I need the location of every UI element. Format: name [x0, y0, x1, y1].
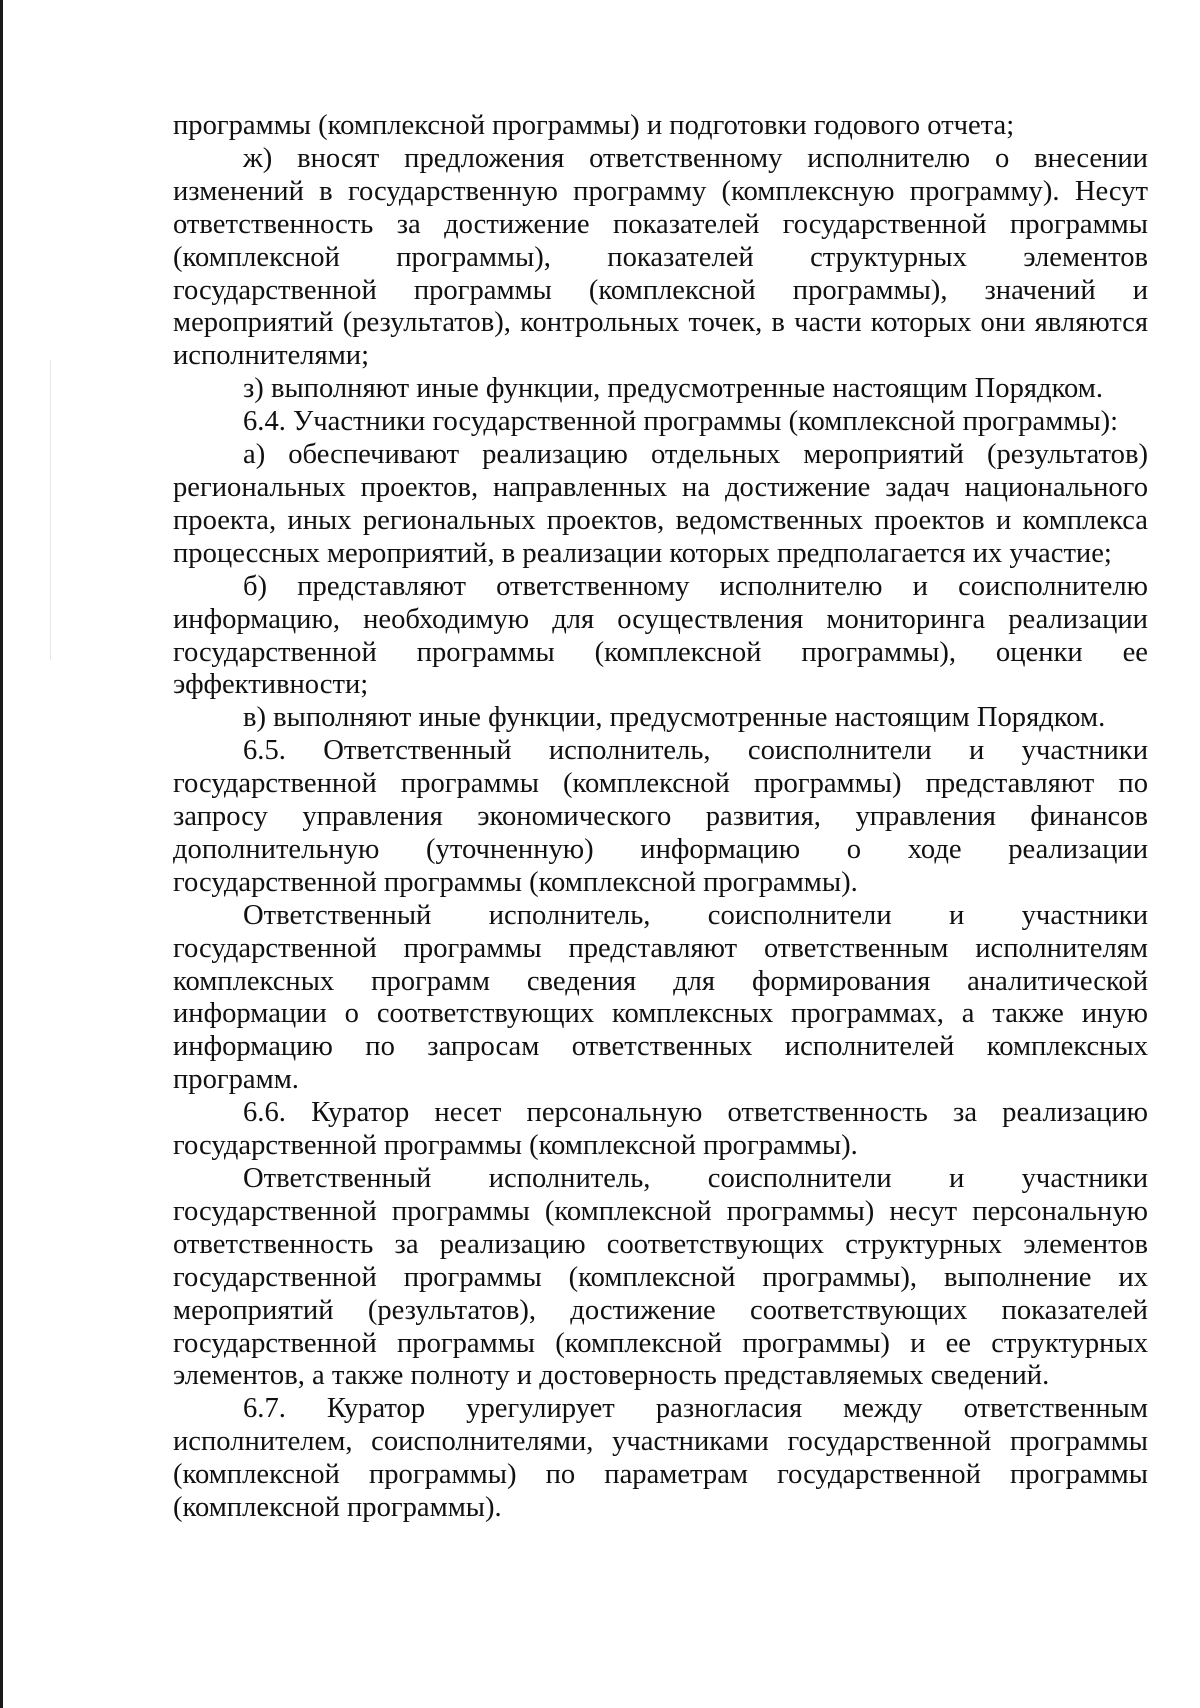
paragraph-item-v: в) выполняют иные функции, предусмотренные настоящим Порядком.	[243, 702, 1106, 734]
scan-page-edge	[0, 0, 3, 1708]
paragraph-item-a: а) обеспечивают реализацию отдельных мероприятий (результатов) региональных проектов, направленных на достижение задач национального проекта, иных региональных проектов, ведомственных проектов и комплекса процессных мероприятий, в реализации которых предполагается их участие;	[173, 439, 1148, 569]
scan-artifact-line	[50, 360, 51, 660]
paragraph-section-6-5-continued: Ответственный исполнитель, соисполнители и участники государственной программы представляют ответственным исполнителям комплексных программ сведения для формирования аналитической информации о соответствующих комплексных программах, а также иную информацию по запросам ответственных исполнителей комплексных программ.	[173, 899, 1148, 1096]
paragraph-item-z: з) выполняют иные функции, предусмотренные настоящим Порядком.	[243, 373, 1104, 405]
document-body	[173, 110, 1148, 1525]
paragraph-section-6-7: 6.7. Куратор урегулирует разногласия между ответственным исполнителем, соисполнителями, участниками государственной программы (комплексной программы) по параметрам государственной программы (комплексной программы).	[173, 1393, 1148, 1524]
paragraph-item-zh: ж) вносят предложения ответственному исполнителю о внесении изменений в государственную программу (комплексную программу). Несут ответственность за достижение показателей государственной программы (комплексной программы), показателей структурных элементов государственной программы (комплексной программы), значений и мероприятий (результатов), контрольных точек, в части которых они являются исполнителями;	[173, 142, 1148, 372]
paragraph-section-6-6-continued: Ответственный исполнитель, соисполнители и участники государственной программы (комплексной программы) несут персональную ответственность за реализацию соответствующих структурных элементов государственной программы (комплексной программы), выполнение их мероприятий (результатов), достижение соответствующих показателей государственной программы (комплексной программы) и ее структурных элементов, а также полноту и достоверность представляемых сведений.	[173, 1163, 1148, 1392]
paragraph-section-6-5: 6.5. Ответственный исполнитель, соисполнители и участники государственной программы (комплексной программы) представляют по запросу управления экономического развития, управления финансов дополнительную (уточненную) информацию о ходе реализации государственной программы (комплексной программы).	[173, 735, 1148, 898]
paragraph-section-6-4: 6.4. Участники государственной программы (комплексной программы):	[243, 406, 1119, 438]
paragraph-item-b: б) представляют ответственному исполнителю и соисполнителю информацию, необходимую для осуществления мониторинга реализации государственной программы (комплексной программы), оценки ее эффективности;	[173, 570, 1148, 701]
paragraph-continuation: программы (комплексной программы) и подготовки годового отчета;	[173, 110, 1015, 141]
paragraph-section-6-6: 6.6. Куратор несет персональную ответственность за реализацию государственной программы (комплексной программы).	[173, 1097, 1148, 1162]
